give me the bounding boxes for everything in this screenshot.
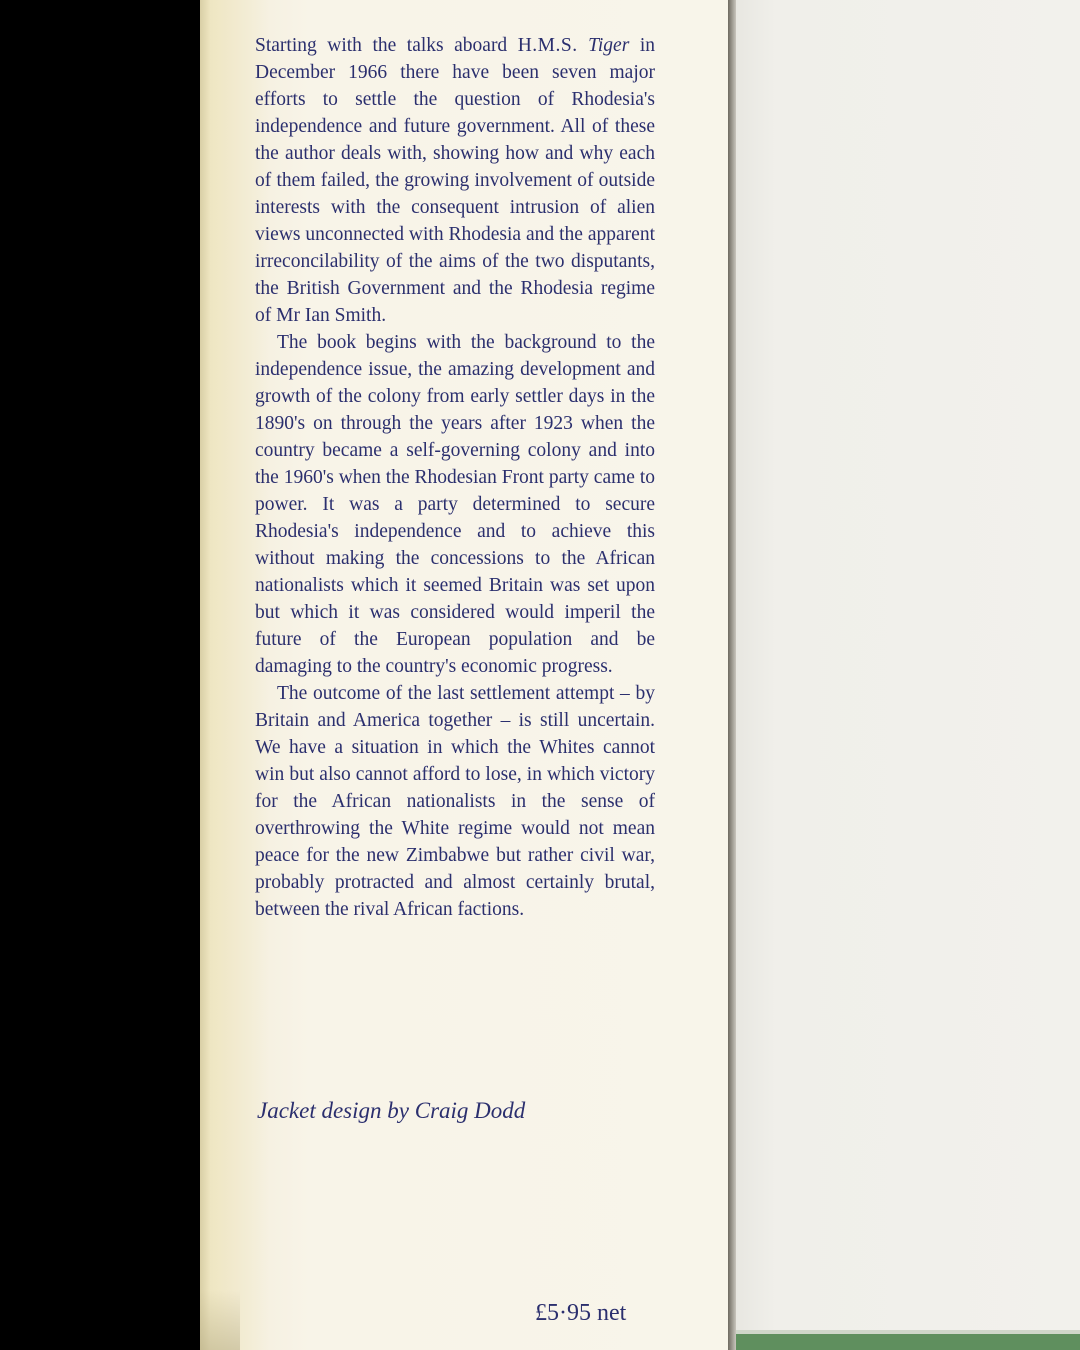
- flap-blurb: [255, 32, 655, 923]
- blurb-paragraph-2: The book begins with the background to the independence issue, the amazing development and growth of the colony from early settler days in the 1890's on through the years after 1923 when the country became a self-governing colony and into the 1960's when the Rhodesian Front party came to power. It was a party determined to secure Rhodesia's independence and to achieve this without making the concessions to the African nationalists which it seemed Britain was set upon but which it was considered would imperil the future of the European population and be damaging to the country's economic progress.: [255, 332, 655, 677]
- endpaper: [736, 0, 1080, 1350]
- ship-prefix: H.M.S.: [517, 35, 578, 56]
- flap-fold-edge: [200, 0, 210, 1350]
- price-label: £5·95 net: [535, 1300, 627, 1326]
- ship-name: Tiger: [588, 35, 630, 56]
- flap-shadow: [728, 0, 736, 1350]
- flap-wear-mark: [200, 1290, 240, 1350]
- cover-cloth-strip: [736, 1334, 1080, 1350]
- blurb-paragraph-3: The outcome of the last settlement attempt – by Britain and America together – is still uncertain. We have a situation in which the Whites cannot win but also cannot afford to lose, in which victory for the African nationalists in the sense of overthrowing the White regime would not mean peace for the new Zimbabwe but rather civil war, probably protracted and almost certainly brutal, between the rival African factions.: [255, 683, 655, 920]
- scan-background: [0, 0, 202, 1350]
- blurb-p1-rest: in December 1966 there have been seven major efforts to settle the question of Rhodesia's independence and future government. All of these the author deals with, showing how and why each of them failed, the growing involvement of outside interests with the consequent intrusion of alien views unconnected with Rhodesia and the apparent irreconcilability of the aims of the two disputants, the British Government and the Rhodesia regime of Mr Ian Smith.: [255, 35, 655, 326]
- blurb-paragraph-1: [255, 32, 655, 329]
- blurb-p1-start: Starting with the talks aboard: [255, 35, 518, 56]
- jacket-design-credit: Jacket design by Craig Dodd: [257, 1098, 526, 1123]
